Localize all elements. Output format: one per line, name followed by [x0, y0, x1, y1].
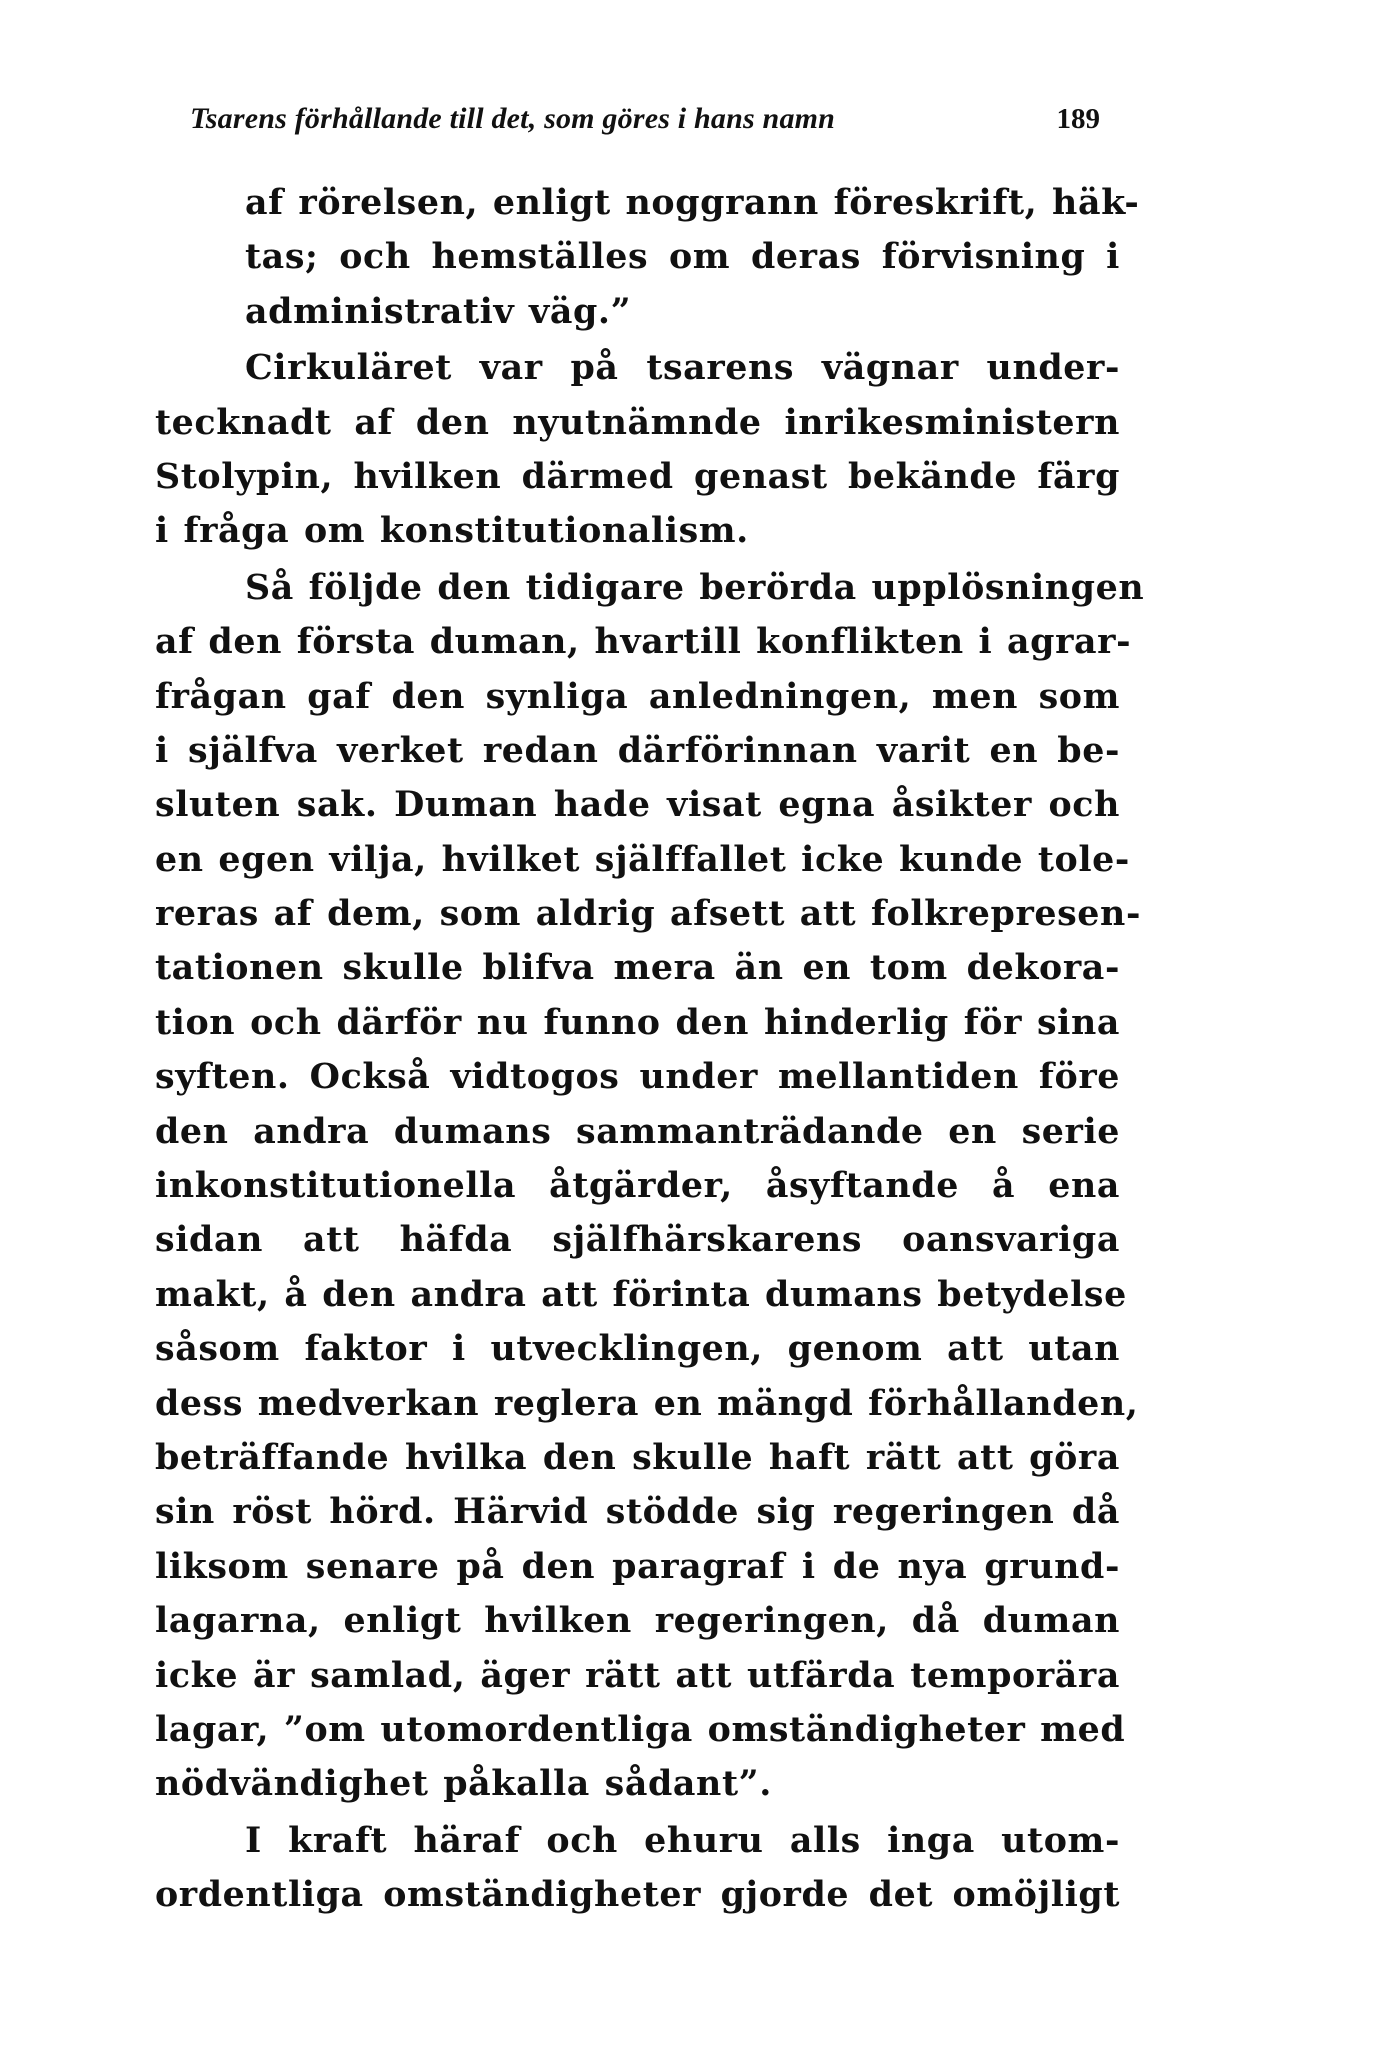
- paragraph-4: [155, 1814, 1120, 1923]
- text-line: ordentliga omständigheter gjorde det omöjligt: [155, 1874, 1120, 1916]
- text-line: dess medverkan reglera en mängd förhållanden,: [155, 1382, 1139, 1424]
- running-title: Tsarens förhållande till det, som göres i hans namn: [190, 102, 836, 135]
- text-line: Så följde den tidigare berörda upplösningen: [245, 566, 1145, 608]
- text-line: administrativ väg.”: [245, 290, 632, 332]
- text-line: af rörelsen, enligt noggrann föreskrift, häk-: [245, 182, 1140, 223]
- text-line: syften. Också vidtogos under mellantiden före: [155, 1056, 1120, 1098]
- text-line: inkonstitutionella åtgärder, åsyftande å ena: [155, 1165, 1120, 1207]
- text-line: beträffande hvilka den skulle haft rätt att göra: [155, 1436, 1120, 1478]
- text-line: sin röst hörd. Härvid stödde sig regeringen då: [155, 1491, 1120, 1533]
- text-line: Stolypin, hvilken därmed genast bekände färg: [155, 455, 1120, 497]
- text-line: icke är samlad, äger rätt att utfärda temporära: [155, 1654, 1120, 1696]
- text-line: en egen vilja, hvilket själffallet icke kunde tole-: [155, 838, 1130, 880]
- text-line: tationen skulle blifva mera än en tom dekora-: [155, 947, 1120, 989]
- text-line: lagar, ”om utomordentliga omständigheter med: [155, 1708, 1126, 1750]
- text-line: tecknadt af den nyutnämnde inrikesministern: [155, 401, 1120, 443]
- text-line: tas; och hemställes om deras förvisning i: [245, 236, 1120, 278]
- page-number: 189: [1056, 103, 1100, 135]
- text-line: lagarna, enligt hvilken regeringen, då duman: [155, 1600, 1120, 1642]
- text-line: frågan gaf den synliga anledningen, men som: [155, 675, 1120, 717]
- text-line: Cirkuläret var på tsarens vägnar under-: [245, 347, 1120, 389]
- text-line: sidan att häfda själfhärskarens oansvariga: [155, 1219, 1120, 1261]
- text-line: I kraft häraf och ehuru alls inga utom-: [245, 1819, 1120, 1861]
- body-text: [155, 176, 1145, 1923]
- text-line: såsom faktor i utvecklingen, genom att utan: [155, 1328, 1120, 1370]
- text-line: i fråga om konstitutionalism.: [155, 510, 749, 552]
- text-line: liksom senare på den paragraf i de nya grund-: [155, 1545, 1120, 1587]
- text-line: tion och därför nu funno den hinderlig för sina: [155, 1001, 1120, 1043]
- paragraph-1: [155, 176, 1140, 339]
- text-line: reras af dem, som aldrig afsett att folkrepresen-: [155, 893, 1141, 935]
- text-line: i själfva verket redan därförinnan varit en be-: [155, 729, 1120, 771]
- running-head: [190, 102, 1100, 142]
- text-line: nödvändighet påkalla sådant”.: [155, 1763, 772, 1805]
- paragraph-3: [155, 561, 1145, 1812]
- text-line: af den första duman, hvartill konflikten i agrar-: [155, 621, 1132, 663]
- paragraph-2: [155, 341, 1120, 559]
- text-line: makt, å den andra att förinta dumans betydelse: [155, 1273, 1127, 1315]
- text-line: sluten sak. Duman hade visat egna åsikter och: [155, 784, 1120, 826]
- text-line: den andra dumans sammanträdande en serie: [155, 1110, 1120, 1152]
